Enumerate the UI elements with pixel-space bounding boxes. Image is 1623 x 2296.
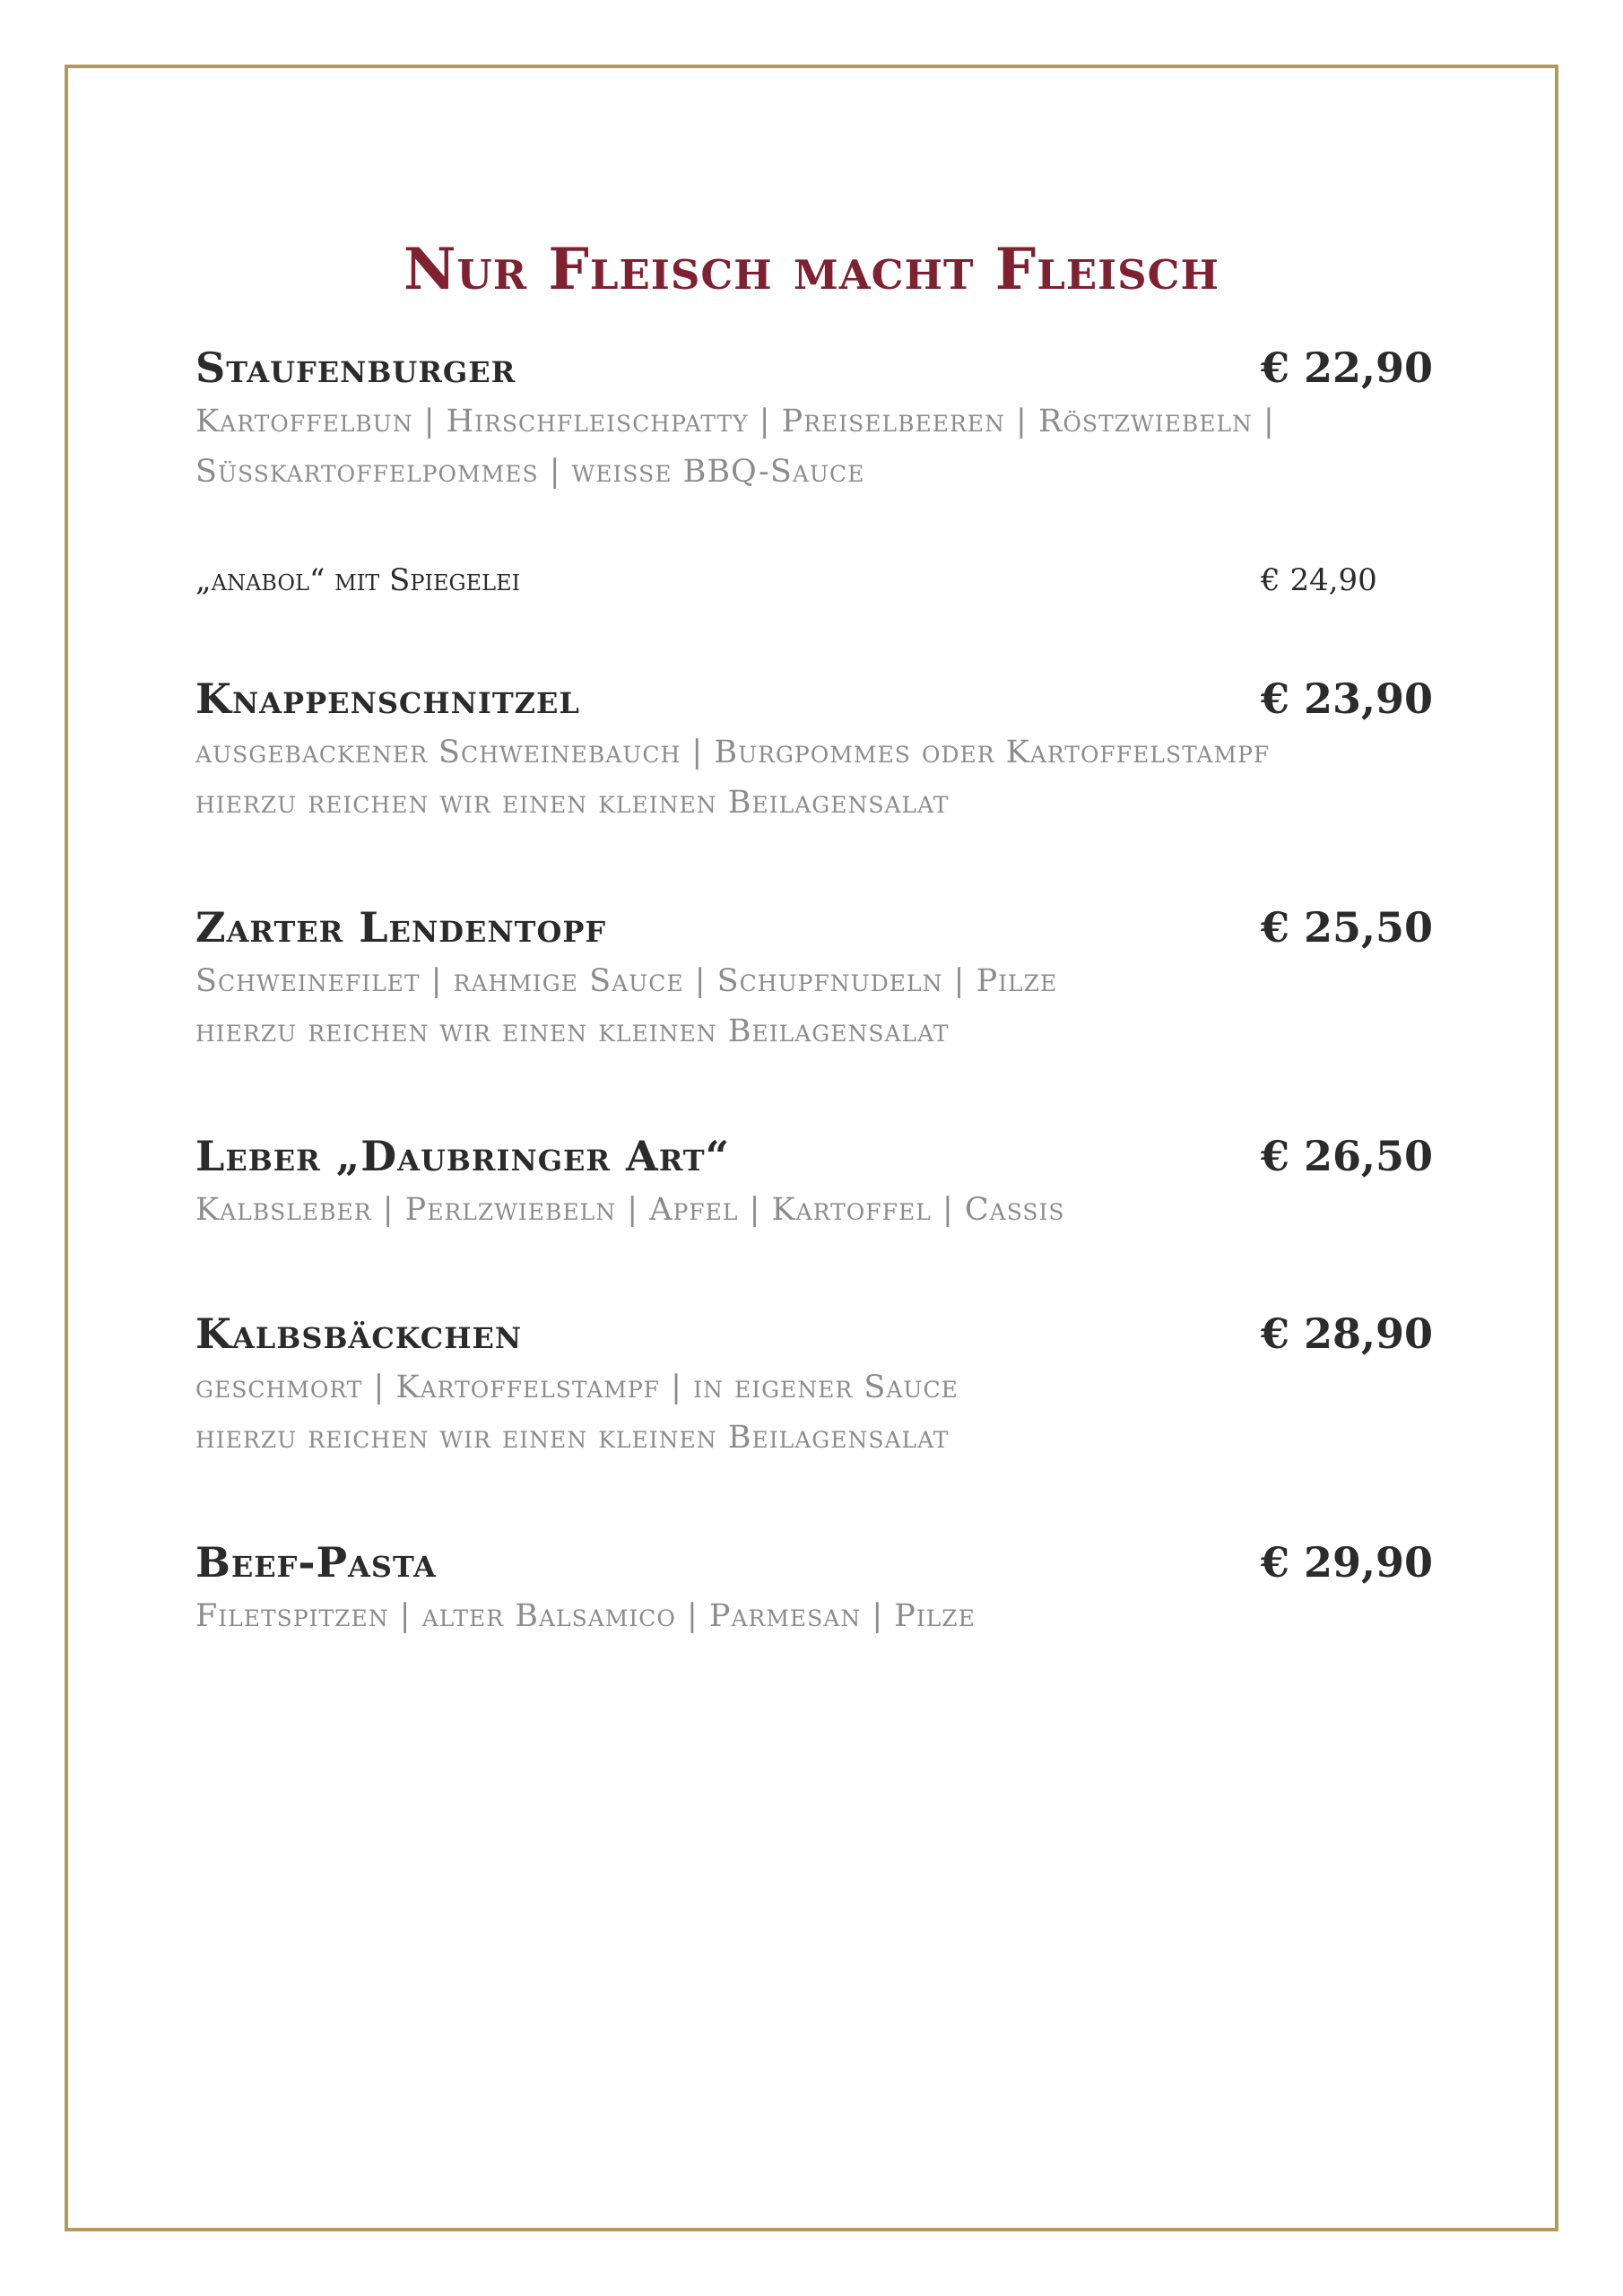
menu-item-knappenschnitzel <box>195 670 1434 828</box>
dish-description-line: hierzu reichen wir einen kleinen Beilagensalat <box>195 785 950 821</box>
dish-description-line: ausgebackener Schweinebauch | Burgpommes oder Kartoffelstampf <box>195 735 1271 770</box>
dish-description-line: Süsskartoffelpommes | weisse BBQ-Sauce <box>195 454 865 490</box>
menu-extra-anabol <box>195 558 1424 603</box>
menu-item-kalbsbaeckchen <box>195 1305 1434 1463</box>
menu-item-header <box>195 1127 1434 1185</box>
dish-description-line: Filetspitzen | alter Balsamico | Parmesan | Pilze <box>195 1598 976 1634</box>
menu-item-leber-daubringer-art <box>195 1127 1434 1235</box>
dish-name: Knappenschnitzel <box>195 674 580 723</box>
dish-price: € 23,90 <box>1261 674 1434 723</box>
dish-name: Staufenburger <box>195 344 516 392</box>
menu-item-staufenburger <box>195 339 1434 497</box>
dish-description-line: geschmort | Kartoffelstampf | in eigener Sauce <box>195 1370 959 1405</box>
menu-item-header <box>195 1305 1434 1362</box>
menu-item-header <box>195 670 1434 727</box>
extra-name: „anabol“ mit Spiegelei <box>195 562 521 598</box>
dish-description-line: Kartoffelbun | Hirschfleischpatty | Preiselbeeren | Röstzwiebeln | <box>195 404 1275 439</box>
dish-name: Zarter Lendentopf <box>195 903 607 952</box>
menu-item-beef-pasta <box>195 1534 1434 1641</box>
dish-description-line: hierzu reichen wir einen kleinen Beilagensalat <box>195 1420 950 1456</box>
menu-item-header <box>195 339 1434 396</box>
dish-name: Leber „Daubringer Art“ <box>195 1132 731 1180</box>
dish-name: Kalbsbäckchen <box>195 1309 523 1358</box>
menu-item-zarter-lendentopf <box>195 899 1434 1057</box>
dish-description-line: hierzu reichen wir einen kleinen Beilagensalat <box>195 1013 950 1049</box>
menu-item-header <box>195 899 1434 956</box>
dish-price: € 28,90 <box>1261 1309 1434 1358</box>
menu-item-header <box>195 1534 1434 1591</box>
dish-price: € 25,50 <box>1261 903 1434 952</box>
dish-price: € 26,50 <box>1261 1132 1434 1180</box>
dish-description-line: Kalbsleber | Perlzwiebeln | Apfel | Kartoffel | Cassis <box>195 1192 1065 1228</box>
extra-price: € 24,90 <box>1261 562 1377 598</box>
menu-section-title: Nur Fleisch macht Fleisch <box>403 235 1220 303</box>
dish-price: € 29,90 <box>1261 1538 1434 1587</box>
dish-price: € 22,90 <box>1261 344 1434 392</box>
dish-name: Beef-Pasta <box>195 1538 437 1587</box>
dish-description-line: Schweinefilet | rahmige Sauce | Schupfnudeln | Pilze <box>195 963 1058 999</box>
